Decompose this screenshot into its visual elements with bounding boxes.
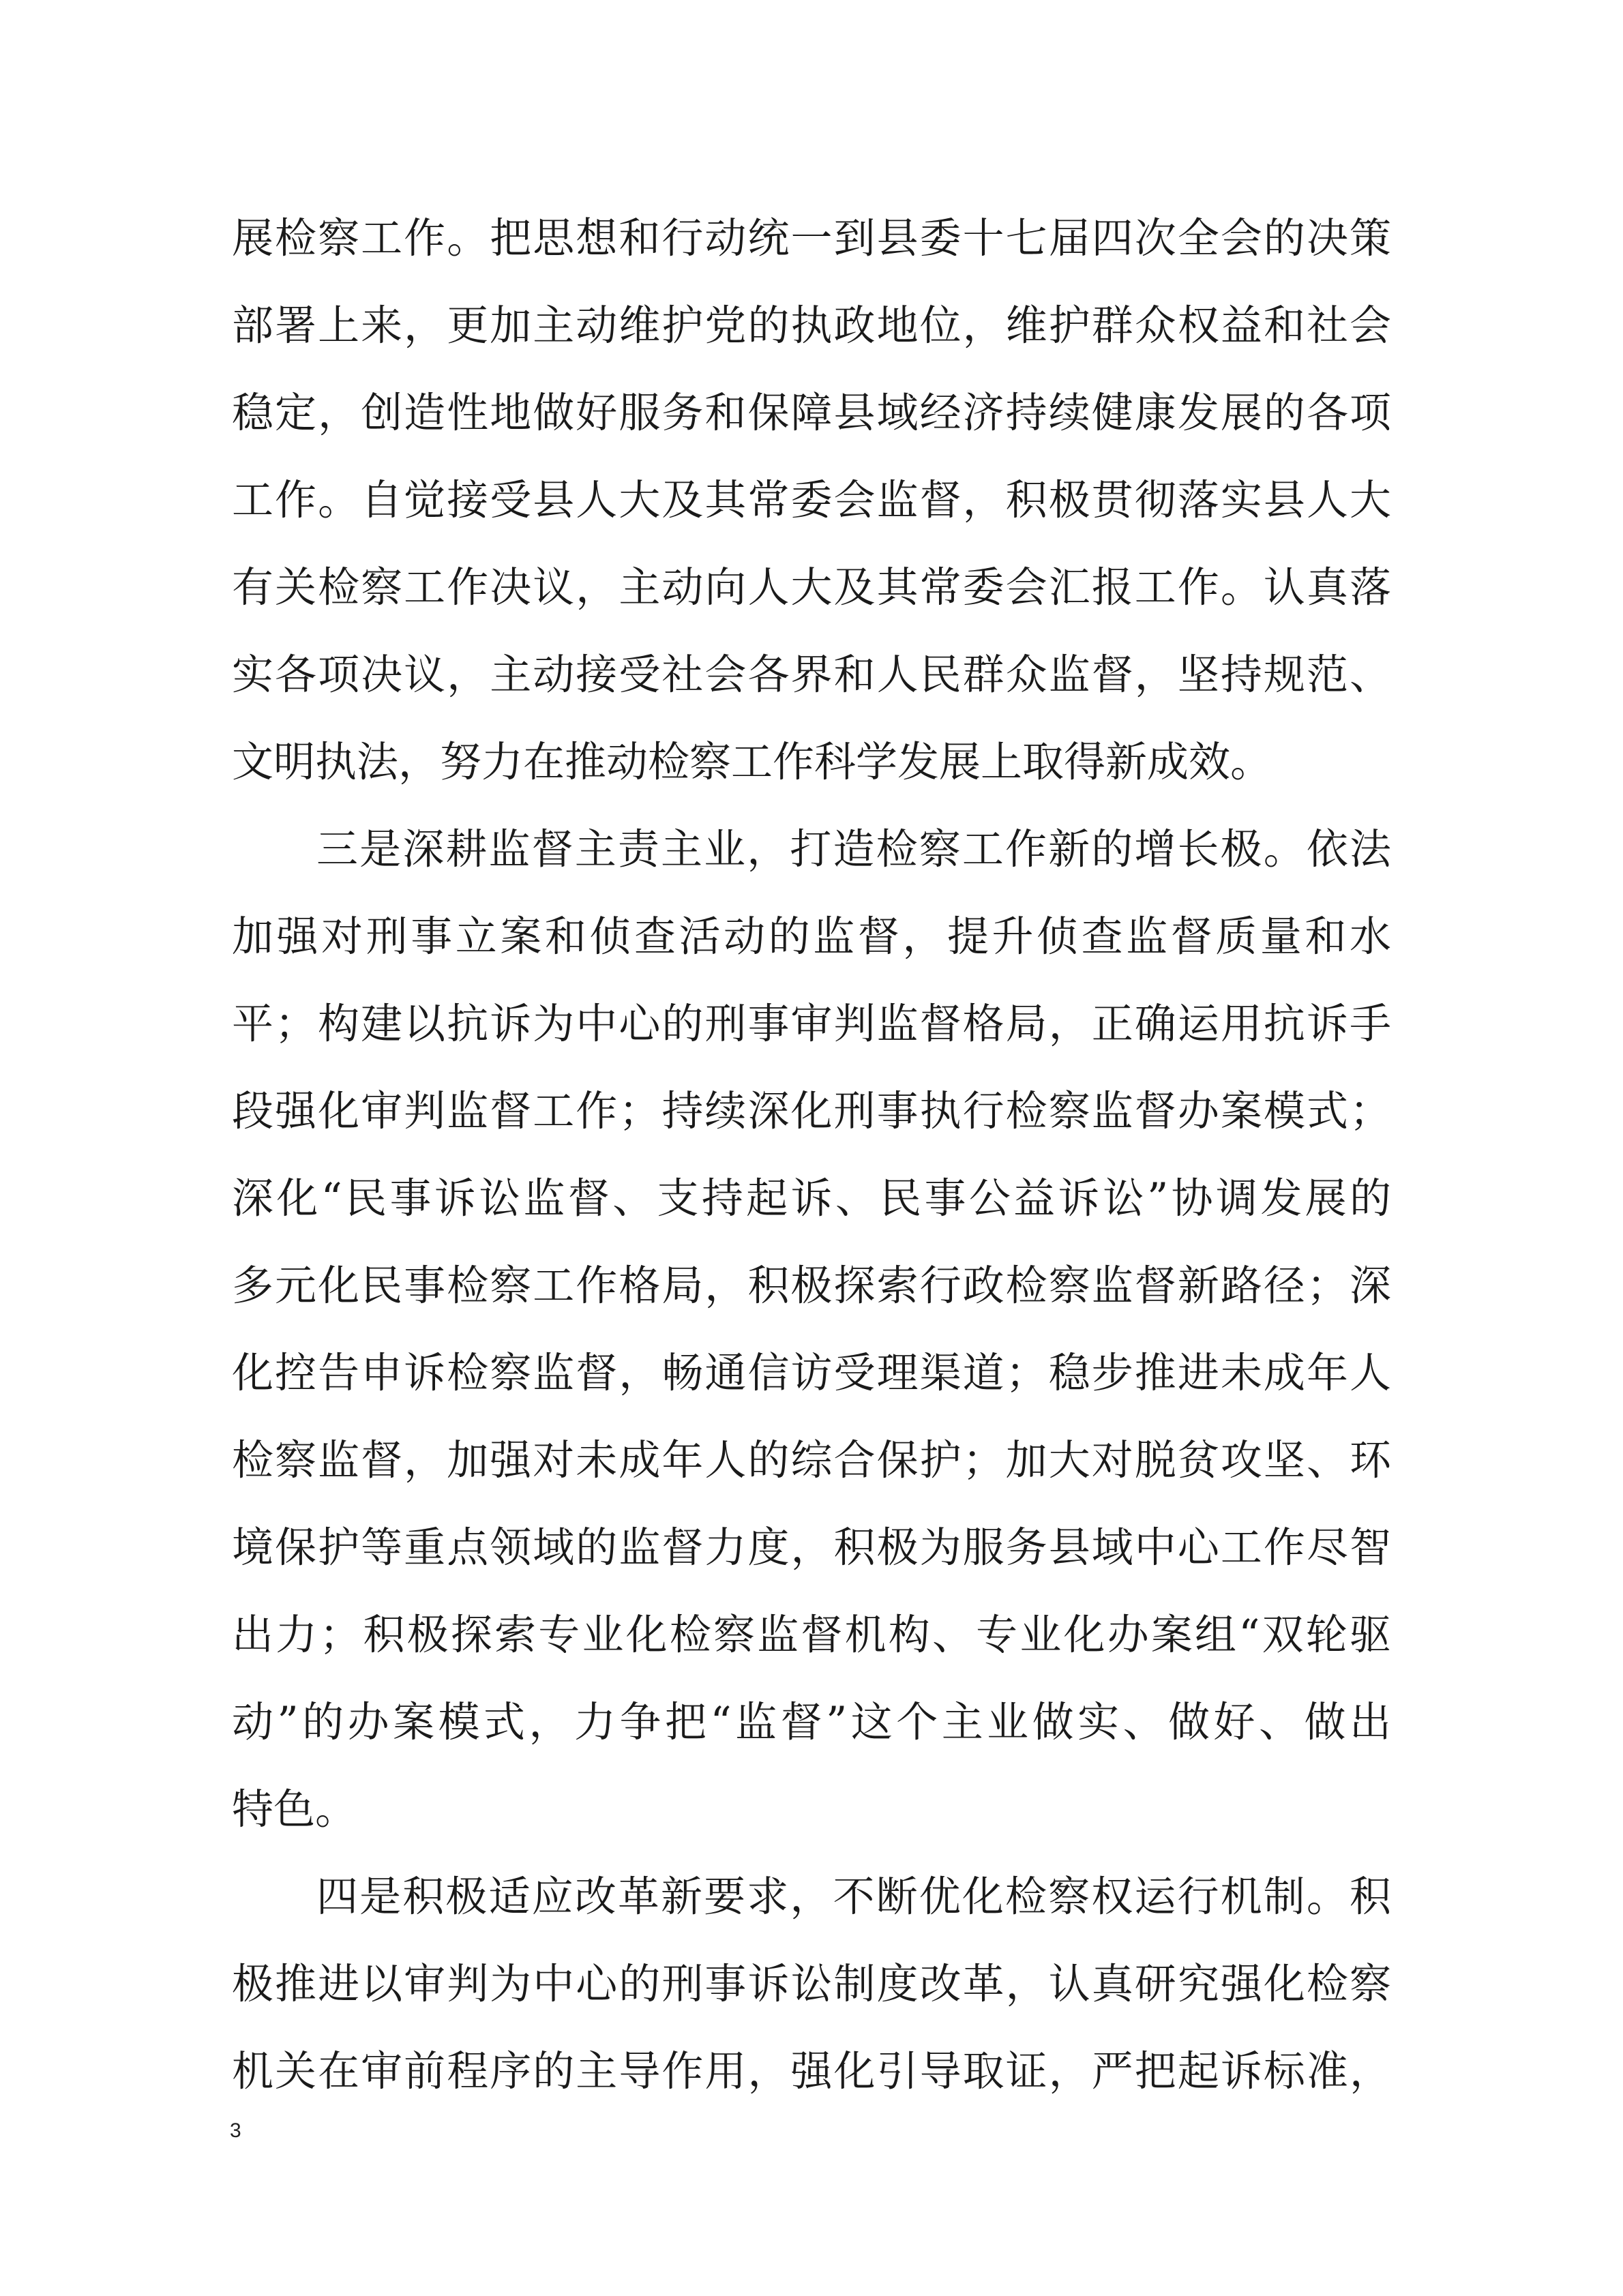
paragraph-2-line-10: 出力；积极探索专业化检察监督机构、专业化办案组“双轮驱 [232, 1611, 1391, 1659]
paragraph-2-line-7: 化控告申诉检察监督，畅通信访受理渠道；稳步推进未成年人 [232, 1349, 1391, 1397]
paragraph-2-line-12: 特色。 [232, 1785, 357, 1834]
paragraph-1-line-3: 稳定，创造性地做好服务和保障县域经济持续健康发展的各项 [232, 389, 1391, 437]
paragraph-2-line-5: 深化“民事诉讼监督、支持起诉、民事公益诉讼”协调发展的 [232, 1174, 1391, 1223]
paragraph-1-line-2: 部署上来，更加主动维护党的执政地位，维护群众权益和社会 [232, 301, 1391, 350]
paragraph-1-line-7: 文明执法，努力在推动检察工作科学发展上取得新成效。 [232, 738, 1272, 786]
paragraph-1-line-4: 工作。自觉接受县人大及其常委会监督，积极贯彻落实县人大 [232, 476, 1391, 524]
paragraph-2-line-8: 检察监督，加强对未成年人的综合保护；加大对脱贫攻坚、环 [232, 1436, 1391, 1485]
paragraph-3-line-1: 四是积极适应改革新要求，不断优化检察权运行机制。积 [316, 1873, 1391, 1921]
paragraph-2-line-1: 三是深耕监督主责主业，打造检察工作新的增长极。依法 [316, 825, 1391, 874]
paragraph-1-line-5: 有关检察工作决议，主动向人大及其常委会汇报工作。认真落 [232, 563, 1391, 612]
paragraph-2-line-6: 多元化民事检察工作格局，积极探索行政检察监督新路径；深 [232, 1262, 1391, 1310]
paragraph-3-line-3: 机关在审前程序的主导作用，强化引导取证，严把起诉标准， [232, 2047, 1391, 2096]
paragraph-3-line-2: 极推进以审判为中心的刑事诉讼制度改革，认真研究强化检察 [232, 1960, 1391, 2008]
body-text [232, 195, 1391, 2115]
paragraph-2-line-2: 加强对刑事立案和侦查活动的监督，提升侦查监督质量和水 [232, 912, 1391, 961]
paragraph-1-line-6: 实各项决议，主动接受社会各界和人民群众监督，坚持规范、 [232, 651, 1391, 699]
paragraph-2-line-4: 段强化审判监督工作；持续深化刑事执行检察监督办案模式； [232, 1087, 1391, 1135]
paragraph-2-line-9: 境保护等重点领域的监督力度，积极为服务县域中心工作尽智 [232, 1523, 1391, 1572]
page-number: 3 [230, 2119, 241, 2142]
paragraph-2-line-11: 动”的办案模式，力争把“监督”这个主业做实、做好、做出 [232, 1698, 1391, 1746]
paragraph-2-line-3: 平；构建以抗诉为中心的刑事审判监督格局，正确运用抗诉手 [232, 1000, 1391, 1048]
paragraph-1-line-1: 展检察工作。把思想和行动统一到县委十七届四次全会的决策 [232, 214, 1391, 263]
